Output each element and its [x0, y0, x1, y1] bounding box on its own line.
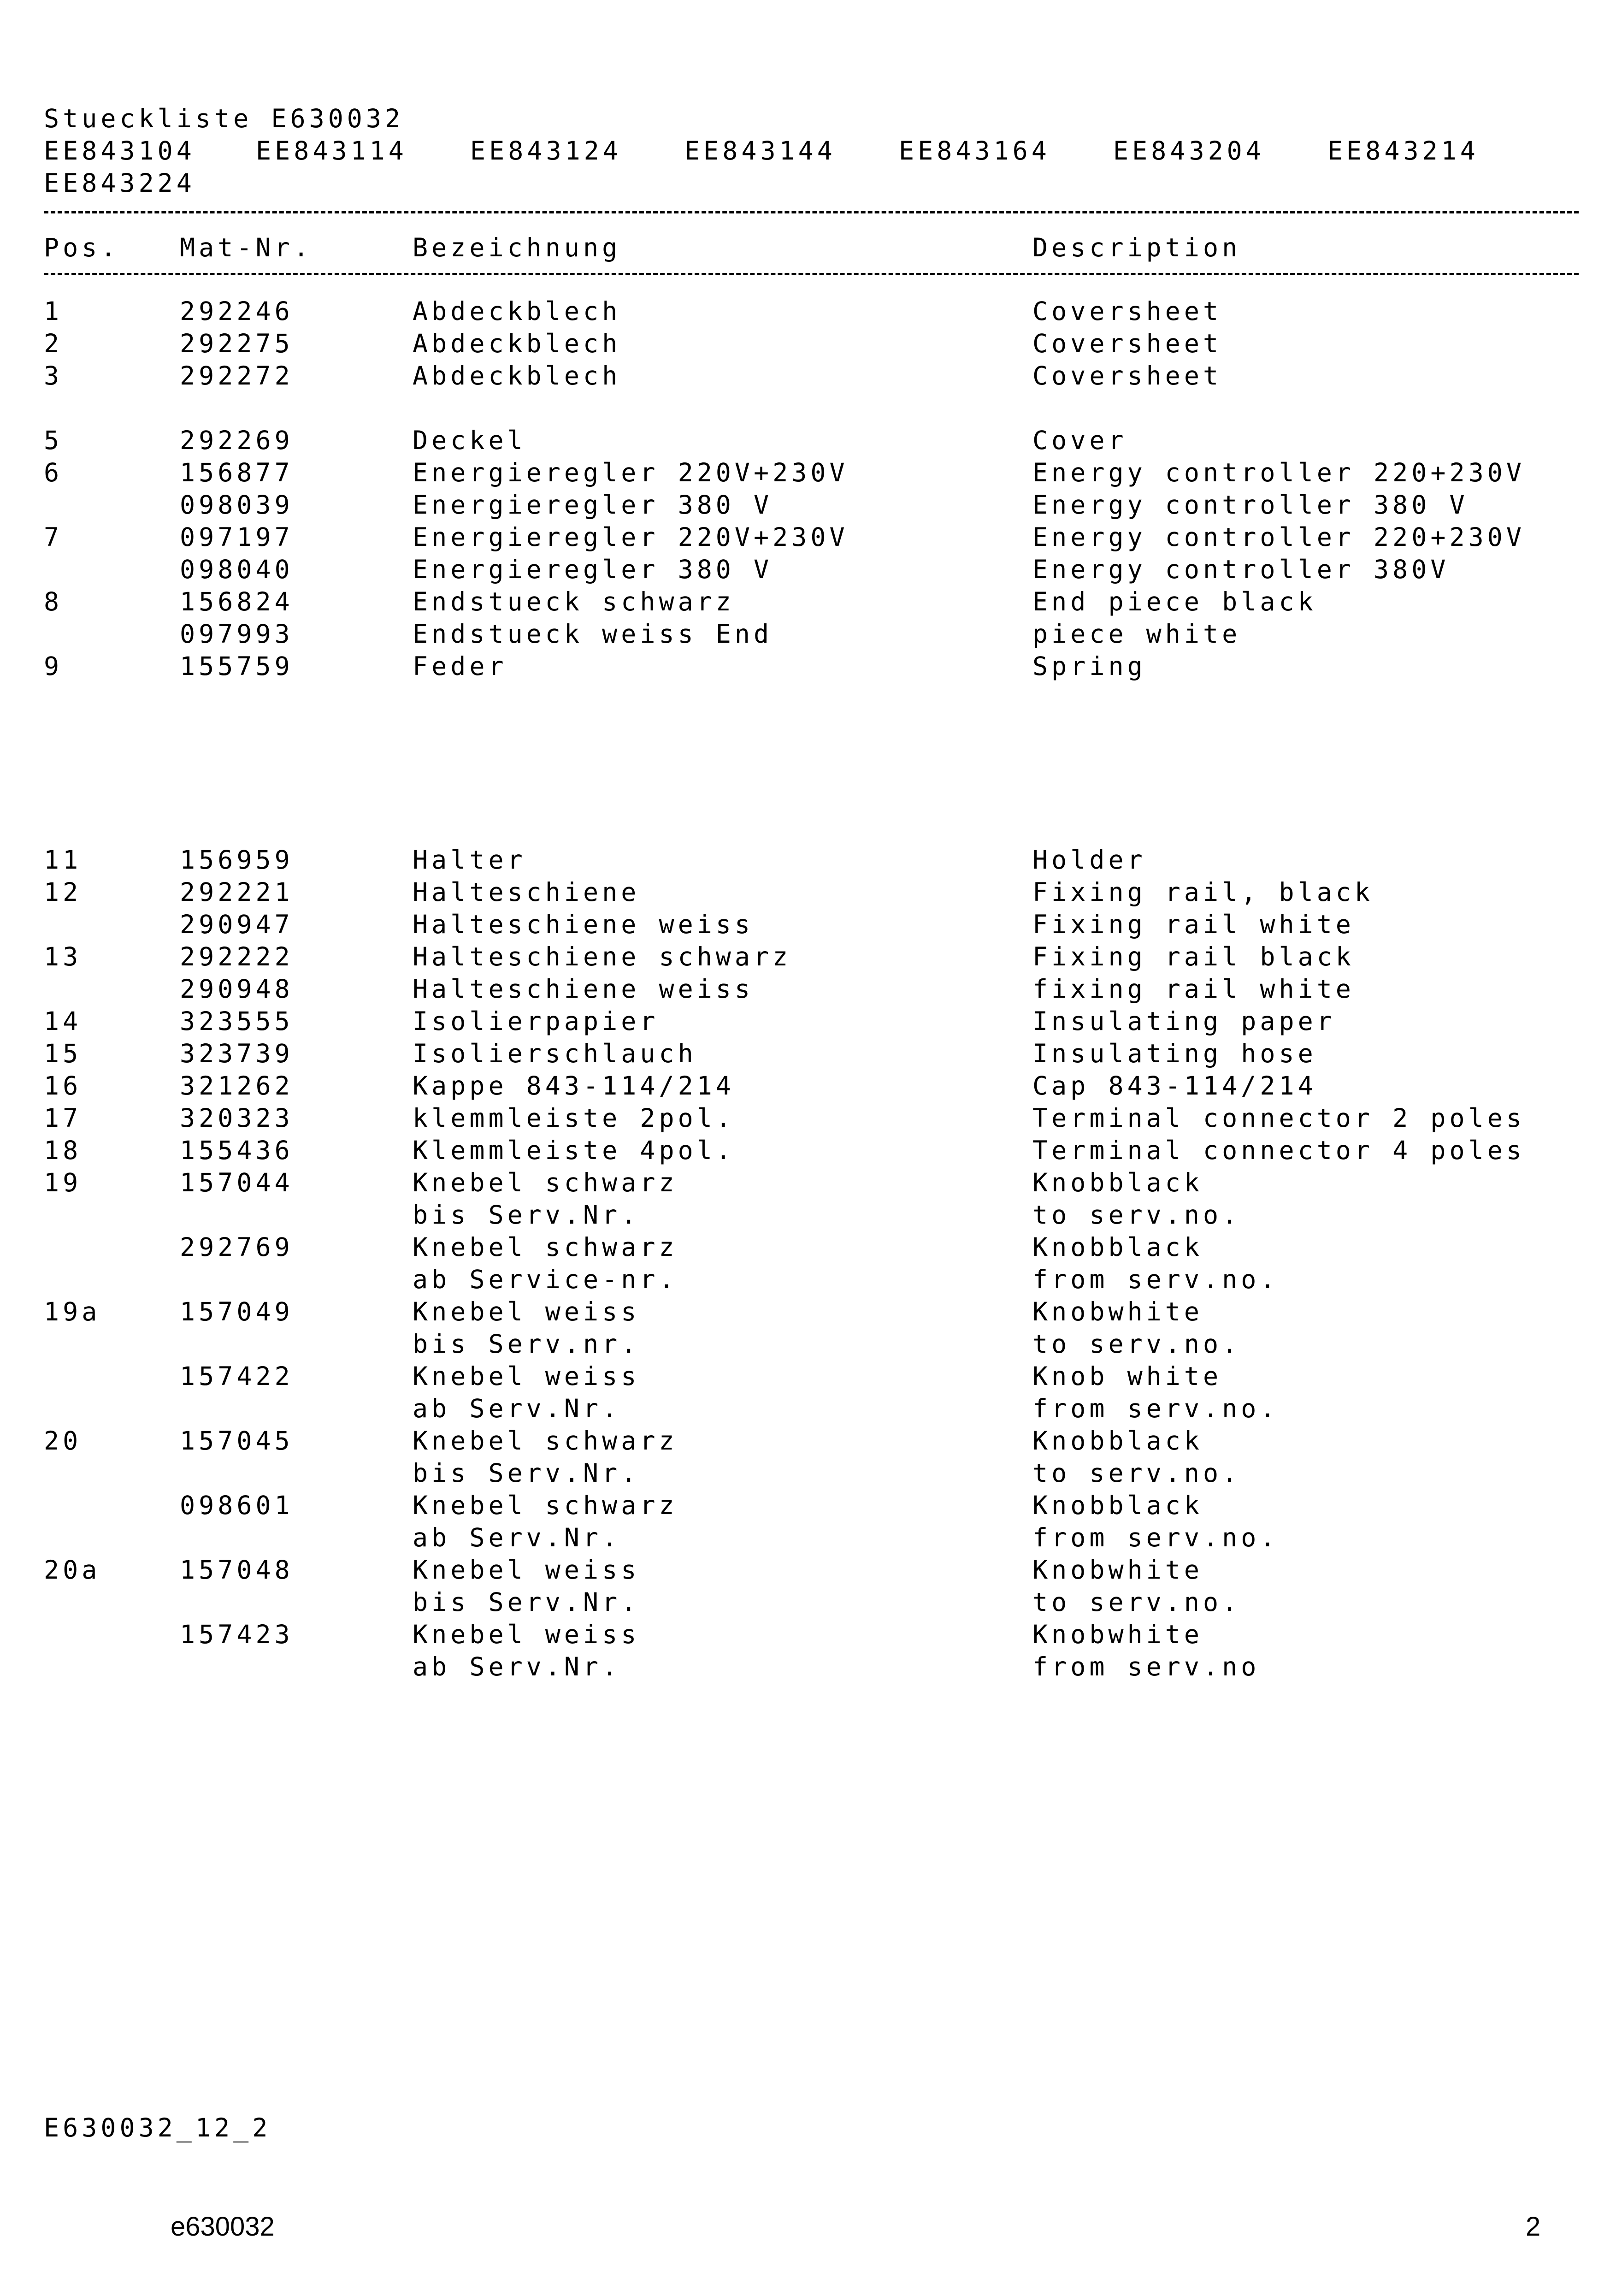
- page-number: 2: [1526, 2212, 1541, 2242]
- cell-pos: 13: [44, 942, 82, 971]
- cell-pos: 5: [44, 426, 63, 455]
- cell-description: Holder: [1032, 845, 1146, 875]
- cell-pos: 12: [44, 877, 82, 907]
- column-header-bez: Bezeichnung: [413, 233, 621, 262]
- model-list: [44, 135, 1579, 167]
- model-number: EE843104: [44, 136, 195, 166]
- cell-mat-nr: 292272: [180, 361, 294, 391]
- cell-mat-nr: 157045: [180, 1426, 294, 1456]
- cell-description: Energy controller 380V: [1032, 555, 1450, 584]
- cell-pos: 15: [44, 1039, 82, 1068]
- cell-mat-nr: 157423: [180, 1620, 294, 1649]
- cell-description: to serv.no.: [1032, 1329, 1241, 1359]
- cell-description: from serv.no.: [1032, 1265, 1279, 1294]
- cell-bezeichnung: Knebel weiss: [413, 1620, 640, 1649]
- cell-bezeichnung: Energieregler 220V+230V: [413, 522, 849, 552]
- cell-description: Energy controller 220+230V: [1032, 458, 1525, 487]
- cell-description: Insulating paper: [1032, 1006, 1336, 1036]
- cell-description: Knobblack: [1032, 1426, 1203, 1456]
- cell-description: Coversheet: [1032, 361, 1222, 391]
- cell-bezeichnung: Knebel schwarz: [413, 1232, 678, 1262]
- cell-description: to serv.no.: [1032, 1587, 1241, 1617]
- column-header-mat: Mat-Nr.: [180, 233, 313, 262]
- model-number: EE843114: [256, 136, 407, 166]
- cell-mat-nr: 155759: [180, 651, 294, 681]
- cell-mat-nr: 097197: [180, 522, 294, 552]
- cell-bezeichnung: Halteschiene: [413, 877, 640, 907]
- model-number: EE843204: [1113, 136, 1265, 166]
- cell-description: Fixing rail, black: [1032, 877, 1374, 907]
- cell-description: End piece black: [1032, 587, 1317, 616]
- cell-bezeichnung: Halteschiene weiss: [413, 974, 754, 1004]
- cell-description: Spring: [1032, 651, 1146, 681]
- cell-bezeichnung: Knebel weiss: [413, 1555, 640, 1585]
- cell-mat-nr: 292222: [180, 942, 294, 971]
- cell-mat-nr: 320323: [180, 1103, 294, 1133]
- cell-mat-nr: 292246: [180, 296, 294, 326]
- cell-description: fixing rail white: [1032, 974, 1355, 1004]
- cell-mat-nr: 292769: [180, 1232, 294, 1262]
- cell-pos: 11: [44, 845, 82, 875]
- cell-bezeichnung: Endstueck schwarz: [413, 587, 735, 616]
- cell-mat-nr: 155436: [180, 1136, 294, 1165]
- cell-mat-nr: 157044: [180, 1168, 294, 1197]
- cell-bezeichnung: ab Service-nr.: [413, 1265, 678, 1294]
- cell-bezeichnung: Knebel schwarz: [413, 1168, 678, 1197]
- cell-bezeichnung: Halter: [413, 845, 526, 875]
- cell-bezeichnung: Abdeckblech: [413, 296, 621, 326]
- cell-pos: 2: [44, 329, 63, 358]
- cell-description: piece white: [1032, 619, 1241, 649]
- cell-mat-nr: 157422: [180, 1361, 294, 1391]
- cell-bezeichnung: ab Serv.Nr.: [413, 1652, 621, 1681]
- cell-mat-nr: 292269: [180, 426, 294, 455]
- cell-pos: 20a: [44, 1555, 101, 1585]
- cell-pos: 20: [44, 1426, 82, 1456]
- cell-mat-nr: 097993: [180, 619, 294, 649]
- cell-mat-nr: 323555: [180, 1006, 294, 1036]
- cell-description: Knob white: [1032, 1361, 1222, 1391]
- cell-pos: 19a: [44, 1297, 101, 1326]
- model-number: EE843124: [470, 136, 622, 166]
- cell-mat-nr: 323739: [180, 1039, 294, 1068]
- cell-pos: 3: [44, 361, 63, 391]
- cell-mat-nr: 098039: [180, 490, 294, 520]
- cell-description: Knobwhite: [1032, 1555, 1203, 1585]
- cell-bezeichnung: Knebel schwarz: [413, 1426, 678, 1456]
- cell-description: Coversheet: [1032, 329, 1222, 358]
- cell-description: Terminal connector 4 poles: [1032, 1136, 1525, 1165]
- cell-bezeichnung: Klemmleiste 4pol.: [413, 1136, 735, 1165]
- cell-bezeichnung: Halteschiene schwarz: [413, 942, 792, 971]
- cell-bezeichnung: Knebel weiss: [413, 1361, 640, 1391]
- cell-mat-nr: 156824: [180, 587, 294, 616]
- cell-description: Knobblack: [1032, 1491, 1203, 1520]
- cell-description: Knobwhite: [1032, 1297, 1203, 1326]
- cell-description: Fixing rail black: [1032, 942, 1355, 971]
- dashed-divider: [44, 273, 1579, 275]
- cell-mat-nr: 156959: [180, 845, 294, 875]
- cell-bezeichnung: Isolierpapier: [413, 1006, 659, 1036]
- cell-description: Knobwhite: [1032, 1620, 1203, 1649]
- column-header-desc: Description: [1032, 233, 1241, 262]
- cell-bezeichnung: Isolierschlauch: [413, 1039, 697, 1068]
- footer-file-name: e630032: [171, 2212, 275, 2242]
- document-title: Stueckliste E630032: [44, 104, 404, 133]
- cell-mat-nr: 098040: [180, 555, 294, 584]
- cell-description: Fixing rail white: [1032, 910, 1355, 939]
- cell-pos: 17: [44, 1103, 82, 1133]
- cell-mat-nr: 292221: [180, 877, 294, 907]
- cell-bezeichnung: Abdeckblech: [413, 361, 621, 391]
- cell-description: from serv.no.: [1032, 1523, 1279, 1552]
- cell-mat-nr: 098601: [180, 1491, 294, 1520]
- cell-mat-nr: 157049: [180, 1297, 294, 1326]
- cell-bezeichnung: bis Serv.Nr.: [413, 1200, 640, 1230]
- cell-pos: 9: [44, 651, 63, 681]
- cell-description: from serv.no.: [1032, 1394, 1279, 1423]
- model-number: EE843164: [899, 136, 1050, 166]
- cell-description: Insulating hose: [1032, 1039, 1317, 1068]
- column-header-pos: Pos.: [44, 233, 120, 262]
- cell-pos: 8: [44, 587, 63, 616]
- cell-bezeichnung: ab Serv.Nr.: [413, 1523, 621, 1552]
- cell-mat-nr: 290948: [180, 974, 294, 1004]
- cell-pos: 16: [44, 1071, 82, 1101]
- cell-mat-nr: 290947: [180, 910, 294, 939]
- cell-description: to serv.no.: [1032, 1458, 1241, 1488]
- model-number: EE843144: [684, 136, 836, 166]
- cell-description: Knobblack: [1032, 1168, 1203, 1197]
- dashed-divider: [44, 211, 1579, 213]
- cell-bezeichnung: Feder: [413, 651, 507, 681]
- cell-bezeichnung: bis Serv.Nr.: [413, 1458, 640, 1488]
- cell-bezeichnung: ab Serv.Nr.: [413, 1394, 621, 1423]
- cell-description: to serv.no.: [1032, 1200, 1241, 1230]
- cell-description: Coversheet: [1032, 296, 1222, 326]
- cell-mat-nr: 321262: [180, 1071, 294, 1101]
- document-code: E630032_12_2: [44, 2113, 271, 2142]
- cell-description: Terminal connector 2 poles: [1032, 1103, 1525, 1133]
- cell-bezeichnung: Endstueck weiss End: [413, 619, 773, 649]
- cell-description: Knobblack: [1032, 1232, 1203, 1262]
- cell-bezeichnung: bis Serv.Nr.: [413, 1587, 640, 1617]
- cell-bezeichnung: Energieregler 380 V: [413, 555, 773, 584]
- cell-bezeichnung: Energieregler 220V+230V: [413, 458, 849, 487]
- cell-bezeichnung: Halteschiene weiss: [413, 910, 754, 939]
- cell-bezeichnung: Deckel: [413, 426, 526, 455]
- cell-mat-nr: 157048: [180, 1555, 294, 1585]
- cell-description: Cap 843-114/214: [1032, 1071, 1317, 1101]
- cell-mat-nr: 156877: [180, 458, 294, 487]
- cell-pos: 6: [44, 458, 63, 487]
- cell-description: Cover: [1032, 426, 1127, 455]
- cell-bezeichnung: klemmleiste 2pol.: [413, 1103, 735, 1133]
- cell-bezeichnung: Abdeckblech: [413, 329, 621, 358]
- cell-description: Energy controller 220+230V: [1032, 522, 1525, 552]
- cell-mat-nr: 292275: [180, 329, 294, 358]
- cell-bezeichnung: Kappe 843-114/214: [413, 1071, 735, 1101]
- cell-pos: 14: [44, 1006, 82, 1036]
- cell-bezeichnung: Knebel schwarz: [413, 1491, 678, 1520]
- cell-description: Energy controller 380 V: [1032, 490, 1469, 520]
- cell-bezeichnung: Energieregler 380 V: [413, 490, 773, 520]
- model-number: EE843214: [1327, 136, 1479, 166]
- cell-description: from serv.no: [1032, 1652, 1260, 1681]
- cell-bezeichnung: Knebel weiss: [413, 1297, 640, 1326]
- model-number: EE843224: [44, 168, 195, 198]
- cell-bezeichnung: bis Serv.nr.: [413, 1329, 640, 1359]
- cell-pos: 19: [44, 1168, 82, 1197]
- cell-pos: 1: [44, 296, 63, 326]
- cell-pos: 7: [44, 522, 63, 552]
- cell-pos: 18: [44, 1136, 82, 1165]
